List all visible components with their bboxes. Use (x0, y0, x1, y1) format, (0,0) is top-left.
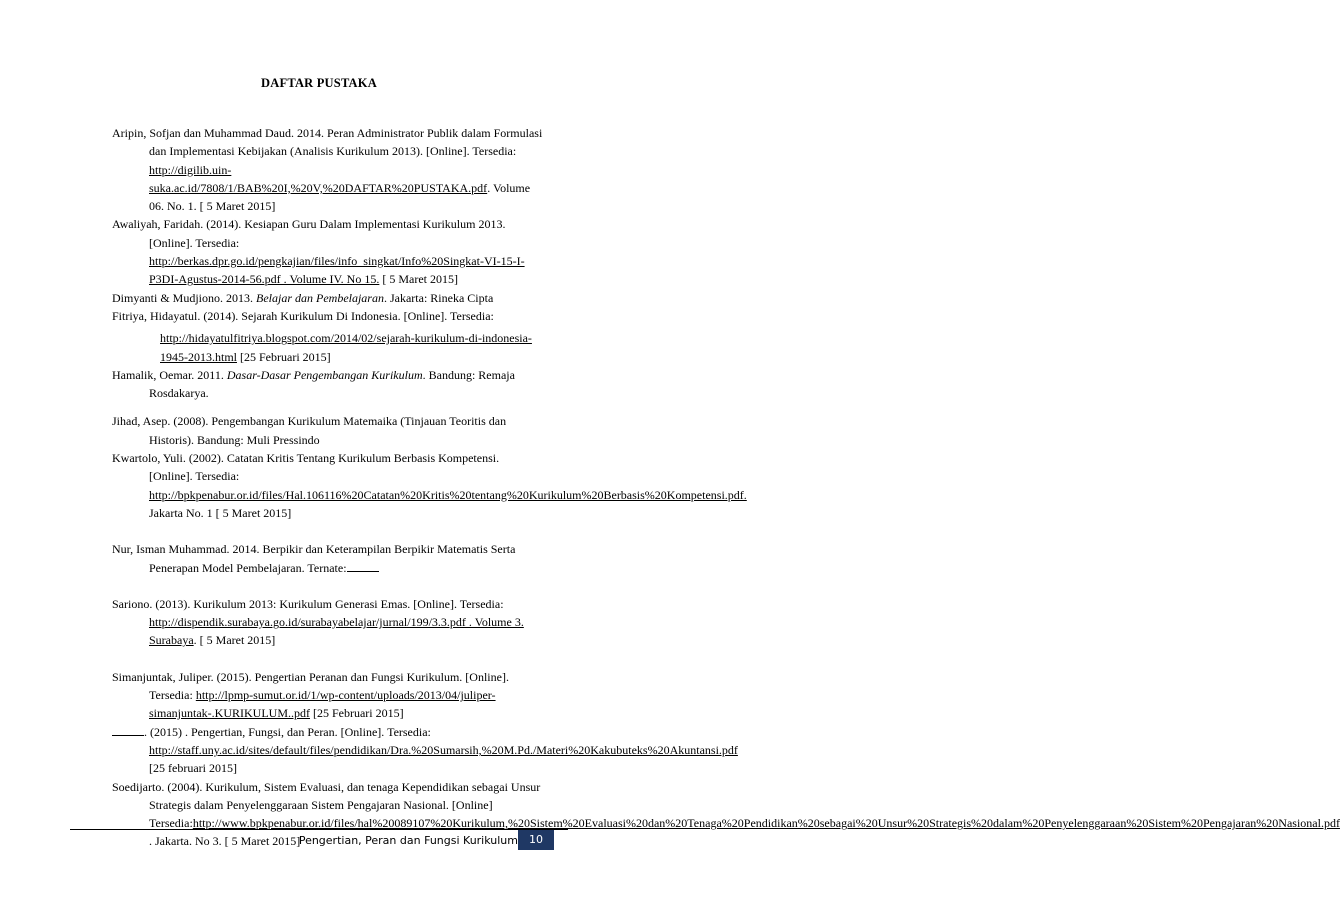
reference-link[interactable]: http://digilib.uin-suka.ac.id/7808/1/BAB%20I,%20V,%20DAFTAR%20PUSTAKA.pdf (149, 162, 488, 195)
reference-fitriya: Fitriya, Hidayatul. (2014). Sejarah Kurikulum Di Indonesia. [Online]. Tersedia: (112, 308, 494, 323)
reference-nur: Nur, Isman Muhammad. 2014. Berpikir dan Keterampilan Berpikir Matematis Serta Penerapan Model Pembelajaran. Ternate: (112, 542, 516, 575)
reference-hamalik: Hamalik, Oemar. 2011. Dasar-Dasar Pengembangan Kurikulum. Bandung: Remaja Rosdakarya. (112, 367, 515, 401)
reference-aripin: Aripin, Sofjan dan Muhammad Daud. 2014. Peran Administrator Publik dalam Formulasi dan Implementasi Kebijakan (Analisis Kurikulum 2013). [Online]. Tersedia: http://digilib.uin-suka.ac.id/7808/1/BAB%20I,%20V,%20DAFTAR%20PUSTAKA.pdf. Volume 06. No. 1. [ 5 Maret 2015] (112, 126, 543, 214)
reference-fitriya-link: http://hidayatulfitriya.blogspot.com/2014/02/sejarah-kurikulum-di-indonesia-1945-2013.html [25 Februari 2015] (160, 331, 532, 364)
reference-simanjuntak-2: . (2015) . Pengertian, Fungsi, dan Peran. [Online]. Tersedia: http://staff.uny.ac.id/sites/default/files/pendidikan/Dra.%20Sumarsih,%20M.Pd./Materi%20Kakubuteks%20Akuntansi.pdf [25 februari 2015] (112, 723, 544, 778)
reference-link[interactable]: http://berkas.dpr.go.id/pengkajian/files/info_singkat/Info%20Singkat-VI-15-I-P3DI-Agustus-2014-56.pdf . Volume IV. No 15. (149, 254, 525, 287)
reference-link[interactable]: http://hidayatulfitriya.blogspot.com/2014/02/sejarah-kurikulum-di-indonesia-1945-2013.html (160, 331, 532, 364)
blank-line (347, 561, 379, 572)
blank-line (112, 725, 144, 736)
footer-title: Pengertian, Peran dan Fungsi Kurikulum (298, 834, 518, 847)
reference-kwartolo: Kwartolo, Yuli. (2002). Catatan Kritis Tentang Kurikulum Berbasis Kompetensi. [Online]. Tersedia: http://bpkpenabur.or.id/files/Hal.106116%20Catatan%20Kritis%20tentang%20Kurikulum%20Berbasis%20Kompetensi.pdf. Jakarta No. 1 [ 5 Maret 2015] (112, 451, 747, 520)
reference-list (112, 124, 1340, 851)
reference-link[interactable]: http://www.bpkpenabur.or.id/files/hal%20089107%20Kurikulum,%20Sistem%20Evaluasi%20dan%20Tenaga%20Pendidikan%20sebagai%20Unsur%20Strategis%20dalam%20Penyelenggaraan%20Sistem%20Pengajaran%20Nasional.pdf (192, 816, 1340, 831)
reference-simanjuntak: Simanjuntak, Juliper. (2015). Pengertian Peranan dan Fungsi Kurikulum. [Online]. Tersedia: http://lpmp-sumut.or.id/1/wp-content/uploads/2013/04/juliper-simanjuntak-.KURIKULUM..pdf [25 Februari 2015] (112, 669, 509, 721)
page-title: DAFTAR PUSTAKA (261, 76, 377, 90)
reference-soedijarto: Soedijarto. (2004). Kurikulum, Sistem Evaluasi, dan tenaga Kependidikan sebagai Unsur Strategis dalam Penyelenggaraan Sistem Pengajaran Nasional. [Online] Tersedia:http://www.bpkpenabur.or.id/files/hal%20089107%20Kurikulum,%20Sistem%20Evaluasi%20dan%20Tenaga%20Pendidikan%20sebagai%20Unsur%20Strategis%20dalam%20Penyelenggaraan%20Sistem%20Pengajaran%20Nasional.pdf . Jakarta. No 3. [ 5 Maret 2015] (112, 779, 1340, 849)
reference-link[interactable]: http://bpkpenabur.or.id/files/Hal.106116%20Catatan%20Kritis%20tentang%20Kurikulum%20Berbasis%20Kompetensi.pdf. (149, 487, 747, 502)
reference-sariono: Sariono. (2013). Kurikulum 2013: Kurikulum Generasi Emas. [Online]. Tersedia: http://dispendik.surabaya.go.id/surabayabelajar/jurnal/199/3.3.pdf . Volume 3. Surabaya. [ 5 Maret 2015] (112, 596, 524, 648)
reference-jihad: Jihad, Asep. (2008). Pengembangan Kurikulum Matemaika (Tinjauan Teoritis dan Historis). Bandung: Muli Pressindo (112, 414, 507, 447)
reference-link[interactable]: http://staff.uny.ac.id/sites/default/files/pendidikan/Dra.%20Sumarsih,%20M.Pd./Materi%20Kakubuteks%20Akuntansi.pdf (149, 742, 738, 757)
reference-link[interactable]: http://dispendik.surabaya.go.id/surabayabelajar/jurnal/199/3.3.pdf . Volume 3. Surabaya (149, 615, 524, 648)
reference-dimyanti: Dimyanti & Mudjiono. 2013. Belajar dan Pembelajaran. Jakarta: Rineka Cipta (112, 290, 494, 305)
reference-link[interactable]: http://lpmp-sumut.or.id/1/wp-content/uploads/2013/04/juliper-simanjuntak-.KURIKULUM..pdf (149, 688, 496, 721)
page-number: 10 (518, 830, 554, 850)
footer-rule (70, 829, 568, 830)
reference-awaliyah: Awaliyah, Faridah. (2014). Kesiapan Guru Dalam Implementasi Kurikulum 2013. [Online]. Tersedia: http://berkas.dpr.go.id/pengkajian/files/info_singkat/Info%20Singkat-VI-15-I-P3DI-Agustus-2014-56.pdf . Volume IV. No 15. [ 5 Maret 2015] (112, 217, 525, 287)
